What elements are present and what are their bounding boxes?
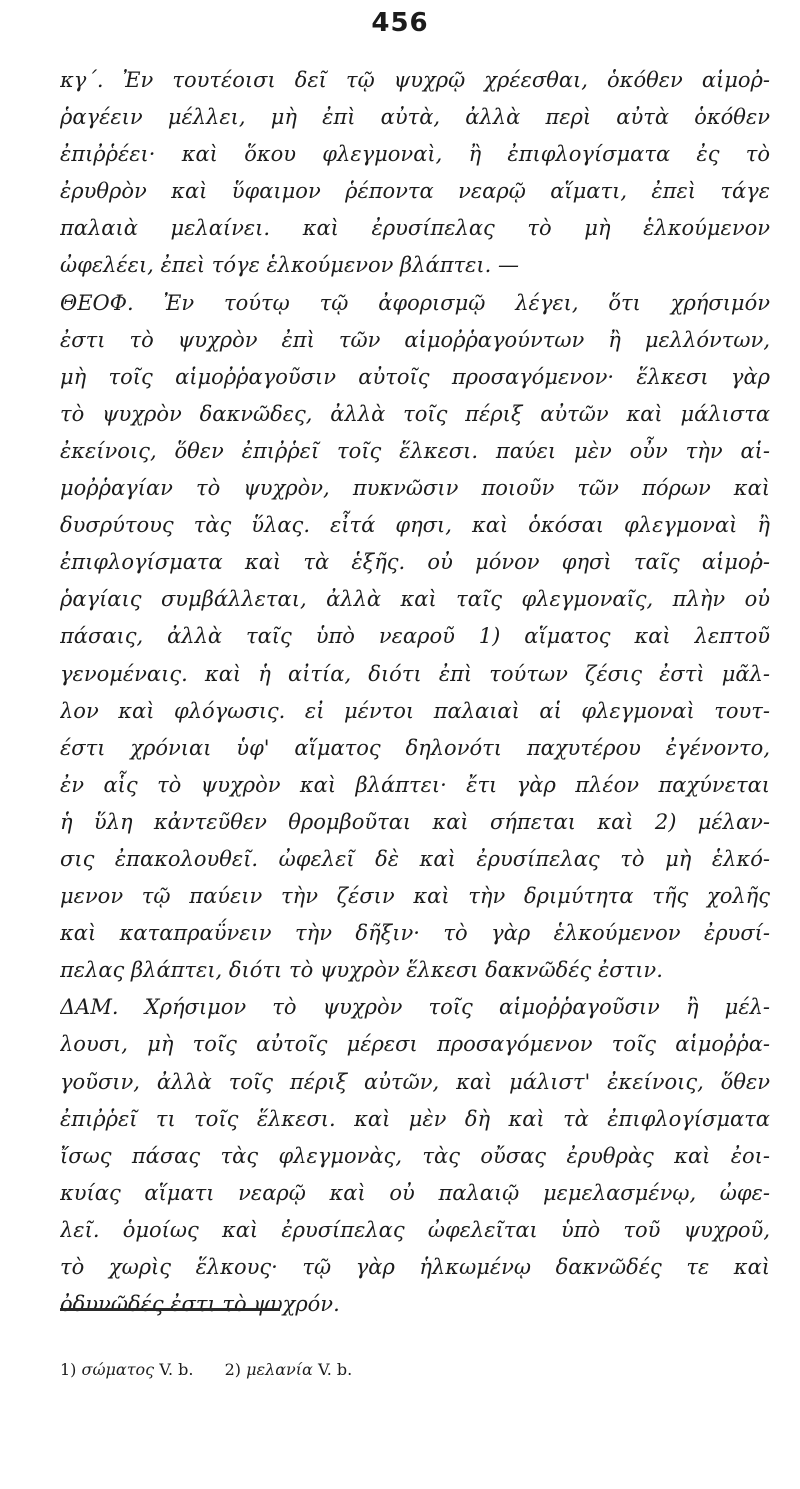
text-line: ΔΑΜ. Χρήσιμον τὸ ψυχρὸν τοῖς αἱμοῤῥαγοῦσιν ἢ μέλ- bbox=[60, 995, 770, 1020]
footnote-variant: μελανία bbox=[246, 1360, 313, 1379]
text-line: ἴσως πάσας τὰς φλεγμονὰς, τὰς οὔσας ἐρυθρὰς καὶ ἐοι- bbox=[60, 1143, 770, 1168]
text-line: ῥαγίαις συμβάλλεται, ἀλλὰ καὶ ταῖς φλεγμοναῖς, πλὴν οὐ bbox=[60, 587, 770, 612]
footnotes bbox=[60, 1360, 760, 1379]
text-line: ἐπιῤῥεῖ τι τοῖς ἕλκεσι. καὶ μὲν δὴ καὶ τὰ ἐπιφλογίσματα bbox=[60, 1106, 770, 1131]
text-line: ἐπιφλογίσματα καὶ τὰ ἑξῆς. οὐ μόνον φησὶ ταῖς αἱμοῤ- bbox=[60, 550, 770, 575]
page-number: 456 bbox=[371, 8, 429, 38]
text-line: δυσρύτους τὰς ὕλας. εἶτά φησι, καὶ ὁκόσαι φλεγμοναὶ ἢ bbox=[60, 513, 770, 538]
text-line: ἡ ὕλη κἀντεῦθεν θρομβοῦται καὶ σήπεται καὶ 2) μέλαν- bbox=[60, 809, 770, 834]
text-line: ΘΕΟΦ. Ἐν τούτῳ τῷ ἀφορισμῷ λέγει, ὅτι χρήσιμόν bbox=[60, 290, 770, 315]
text-line: λον καὶ φλόγωσις. εἰ μέντοι παλαιαὶ αἱ φλεγμοναὶ τουτ- bbox=[60, 698, 770, 723]
text-line: γενομέναις. καὶ ἡ αἰτία, διότι ἐπὶ τούτων ζέσις ἐστὶ μᾶλ- bbox=[60, 661, 770, 686]
text-line: κυίας αἵματι νεαρῷ καὶ οὐ παλαιῷ μεμελασμένῳ, ὠφε- bbox=[60, 1180, 770, 1205]
text-line: λουσι, μὴ τοῖς αὐτοῖς μέρεσι προσαγόμενον τοῖς αἱμοῤῥα- bbox=[60, 1032, 770, 1057]
text-line: ἐστι τὸ ψυχρὸν ἐπὶ τῶν αἱμοῤῥαγούντων ἢ μελλόντων, bbox=[60, 327, 770, 352]
text-line: ἐρυθρὸν καὶ ὕφαιμον ῥέποντα νεαρῷ αἵματι, ἐπεὶ τάγε bbox=[60, 179, 770, 204]
text-line: μοῤῥαγίαν τὸ ψυχρὸν, πυκνῶσιν ποιοῦν τῶν πόρων καὶ bbox=[60, 476, 770, 501]
footnote-divider bbox=[60, 1308, 280, 1311]
text-line: γοῦσιν, ἀλλὰ τοῖς πέριξ αὐτῶν, καὶ μάλιστ' ἐκείνοις, ὅθεν bbox=[60, 1069, 770, 1094]
footnote-1 bbox=[60, 1360, 194, 1379]
footnote-variant: σώματος bbox=[81, 1360, 155, 1379]
footnote-source: V. b. bbox=[159, 1360, 194, 1379]
text-line: ὀδυνῶδές ἐστι τὸ ψυχρόν. bbox=[60, 1292, 340, 1317]
text-line: μὴ τοῖς αἱμοῤῥαγοῦσιν αὐτοῖς προσαγόμενον· ἕλκεσι γὰρ bbox=[60, 364, 770, 389]
text-line: πελας βλάπτει, διότι τὸ ψυχρὸν ἕλκεσι δακνῶδές ἐστιν. bbox=[60, 958, 663, 983]
text-line: τὸ ψυχρὸν δακνῶδες, ἀλλὰ τοῖς πέριξ αὐτῶν καὶ μάλιστα bbox=[60, 401, 770, 426]
text-line: παλαιὰ μελαίνει. καὶ ἐρυσίπελας τὸ μὴ ἑλκούμενον bbox=[60, 216, 770, 241]
text-line: ἐν αἷς τὸ ψυχρὸν καὶ βλάπτει· ἔτι γὰρ πλέον παχύνεται bbox=[60, 772, 770, 797]
text-line: τὸ χωρὶς ἕλκους· τῷ γὰρ ἡλκωμένῳ δακνῶδές τε καὶ bbox=[60, 1255, 770, 1279]
footnote-2 bbox=[225, 1360, 353, 1379]
text-line: λεῖ. ὁμοίως καὶ ἐρυσίπελας ὠφελεῖται ὑπὸ τοῦ ψυχροῦ, bbox=[60, 1217, 770, 1242]
text-line: ἐκείνοις, ὅθεν ἐπιῤῥεῖ τοῖς ἕλκεσι. παύει μὲν οὖν τὴν αἱ- bbox=[60, 438, 770, 463]
text-line: σις ἐπακολουθεῖ. ὠφελεῖ δὲ καὶ ἐρυσίπελας τὸ μὴ ἑλκό- bbox=[60, 846, 770, 871]
footnote-marker: 1) bbox=[60, 1360, 77, 1379]
text-line: καὶ καταπραΰνειν τὴν δῆξιν· τὸ γὰρ ἑλκούμενον ἐρυσί- bbox=[60, 921, 770, 946]
text-line: μενον τῷ παύειν τὴν ζέσιν καὶ τὴν δριμύτητα τῆς χολῆς bbox=[60, 884, 770, 909]
text-line: ὠφελέει, ἐπεὶ τόγε ἑλκούμενον βλάπτει. — bbox=[60, 253, 519, 278]
text-line: κγ΄. Ἐν τουτέοισι δεῖ τῷ ψυχρῷ χρέεσθαι, ὁκόθεν αἱμοῤ- bbox=[60, 68, 770, 92]
footnote-marker: 2) bbox=[224, 1360, 242, 1379]
text-line: έστι χρόνιαι ὑφ' αἵματος δηλονότι παχυτέρου ἐγένοντο, bbox=[60, 735, 770, 760]
text-line: ἐπιῤῥέει· καὶ ὅκου φλεγμοναὶ, ἢ ἐπιφλογίσματα ἐς τὸ bbox=[60, 142, 770, 167]
text-line: πάσαις, ἀλλὰ ταῖς ὑπὸ νεαροῦ 1) αἵματος καὶ λεπτοῦ bbox=[60, 624, 770, 649]
main-text bbox=[60, 62, 770, 1323]
text-line: ῥαγέειν μέλλει, μὴ ἐπὶ αὐτὰ, ἀλλὰ περὶ αὐτὰ ὁκόθεν bbox=[60, 105, 770, 130]
footnote-source: V. b. bbox=[317, 1360, 353, 1379]
